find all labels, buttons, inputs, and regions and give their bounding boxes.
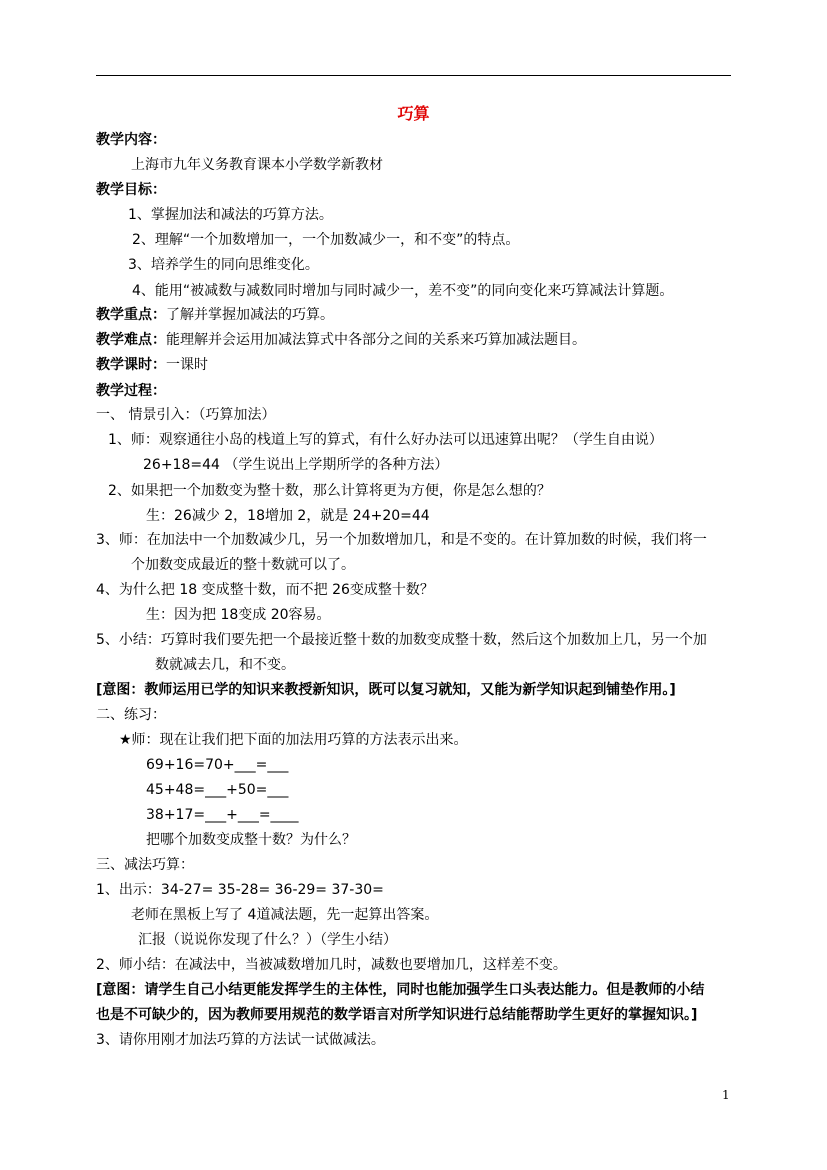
text-line: 1、掌握加法和减法的巧算方法。 bbox=[128, 207, 333, 223]
heading-process: 教学过程： bbox=[96, 383, 166, 399]
difficulties-line bbox=[96, 330, 586, 350]
text-line: 5、小结：巧算时我们要先把一个最接近整十数的加数变成整十数，然后这个加数加上几，另一个加 bbox=[96, 632, 707, 648]
text-line: 2、师小结：在减法中，当被减数增加几时，减数也要增加几，这样差不变。 bbox=[96, 957, 567, 973]
text-line: 个加数变成最近的整十数就可以了。 bbox=[131, 557, 355, 573]
text-line: 能理解并会运用加减法算式中各部分之间的关系来巧算加减法题目。 bbox=[166, 332, 586, 348]
text-line: 把哪个加数变成整十数？为什么？ bbox=[146, 832, 356, 848]
text-line: 了解并掌握加减法的巧算。 bbox=[166, 307, 334, 323]
section-heading: 二、练习： bbox=[96, 707, 166, 723]
text-line: 2、如果把一个加数变为整十数，那么计算将更为方便，你是怎么想的？ bbox=[108, 483, 551, 499]
exercise-equation: 69+16=70+___=___ bbox=[146, 757, 289, 773]
text-line: 3、师：在加法中一个加数减少几，另一个加数增加几，和是不变的。在计算加数的时候，我们将一 bbox=[96, 532, 707, 548]
text-line: 4、能用“被减数与减数同时增加与同时减少一，差不变”的同向变化来巧算减法计算题。 bbox=[132, 283, 674, 299]
text-line: 一课时 bbox=[166, 357, 208, 373]
text-line: 生：26减少 2，18增加 2，就是 24+20=44 bbox=[146, 508, 430, 524]
text-line: 生：因为把 18变成 20容易。 bbox=[146, 607, 331, 623]
subtraction-problems: 1、出示：34-27= 35-28= 36-29= 37-30= bbox=[96, 882, 384, 898]
exercise-equation: 38+17=___+___=____ bbox=[146, 807, 299, 823]
text-line: 汇报（说说你发现了什么？）（学生小结） bbox=[138, 932, 397, 948]
page-number: 1 bbox=[722, 1088, 730, 1102]
heading-key-points: 教学重点： bbox=[96, 307, 166, 323]
hours-line bbox=[96, 355, 208, 375]
text-line: 1、师：观察通往小岛的栈道上写的算式，有什么好办法可以迅速算出呢？（学生自由说） bbox=[108, 432, 663, 448]
text-line: 3、请你用刚才加法巧算的方法试一试做减法。 bbox=[96, 1032, 385, 1048]
intent-note: [意图：请学生自己小结更能发挥学生的主体性，同时也能加强学生口头表达能力。但是教师的小结 bbox=[96, 982, 705, 998]
text-line: 3、培养学生的同向思维变化。 bbox=[128, 257, 319, 273]
document-title: 巧算 bbox=[397, 104, 430, 123]
text-line: 老师在黑板上写了 4道减法题，先一起算出答案。 bbox=[131, 907, 439, 923]
text-line: 上海市九年义务教育课本小学数学新教材 bbox=[131, 157, 383, 173]
section-heading: 三、减法巧算： bbox=[96, 857, 194, 873]
heading-hours: 教学课时： bbox=[96, 357, 166, 373]
equation-line: 26+18=44 （学生说出上学期所学的各种方法） bbox=[143, 457, 449, 473]
text-line: 4、为什么把 18 变成整十数，而不把 26变成整十数？ bbox=[96, 582, 434, 598]
section-heading: 一、 情景引入：（巧算加法） bbox=[96, 407, 276, 423]
intent-note: [意图：教师运用已学的知识来教授新知识，既可以复习就知，又能为新学知识起到铺垫作用。] bbox=[96, 682, 676, 698]
heading-goals: 教学目标： bbox=[96, 182, 166, 198]
text-line: 数就减去几，和不变。 bbox=[155, 657, 295, 673]
heading-content: 教学内容： bbox=[96, 132, 166, 148]
header-rule bbox=[96, 75, 731, 76]
exercise-equation: 45+48=___+50=___ bbox=[146, 782, 289, 798]
heading-difficulties: 教学难点： bbox=[96, 332, 166, 348]
text-line: 2、理解“一个加数增加一，一个加数减少一，和不变”的特点。 bbox=[132, 232, 520, 248]
text-line: ★师：现在让我们把下面的加法用巧算的方法表示出来。 bbox=[119, 732, 468, 748]
intent-note: 也是不可缺少的，因为教师要用规范的数学语言对所学知识进行总结能帮助学生更好的掌握知识。] bbox=[96, 1007, 698, 1023]
key-points-line bbox=[96, 305, 334, 325]
